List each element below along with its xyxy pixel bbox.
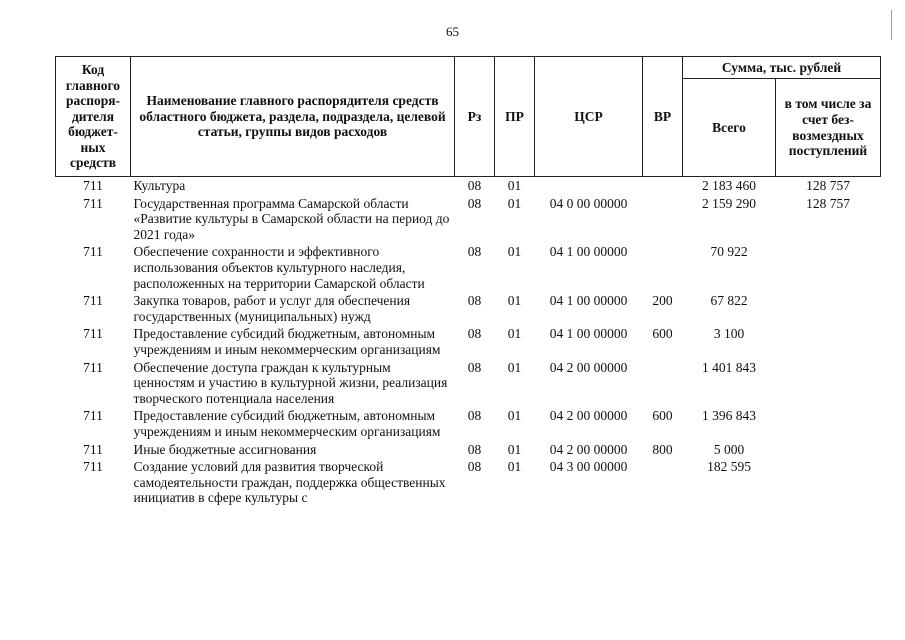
free-cell: [776, 359, 881, 408]
code-cell: 711: [83, 178, 103, 193]
total-cell: 1 401 843: [702, 359, 756, 375]
pr-cell: 01: [507, 459, 522, 475]
code-cell: 711: [83, 441, 103, 457]
code-cell: 711: [83, 359, 103, 375]
name-cell: Обеспечение сохранности и эффективного использования объектов культурного наследия, расположенных на территории Самарской области: [133, 244, 425, 291]
free-cell: [776, 325, 881, 358]
rz-cell: 08: [467, 326, 482, 342]
name-cell: Обеспечение доступа граждан к культурным ценностям и участию в культурной жизни, реализация творческого потенциала населения: [133, 359, 448, 406]
code-cell: 711: [83, 459, 103, 475]
csr-cell: 04 1 00 00000: [549, 326, 628, 342]
total-cell: 70 922: [710, 244, 748, 260]
total-cell: 1 396 843: [702, 408, 756, 424]
csr-cell: 04 2 00 00000: [549, 359, 628, 375]
rz-cell: 08: [467, 408, 482, 424]
budget-table: [55, 56, 881, 507]
vr-cell: [643, 359, 683, 408]
pr-cell: 01: [507, 178, 522, 193]
rz-cell: 08: [467, 359, 482, 375]
pr-cell: 01: [507, 293, 522, 309]
vr-cell: 600: [652, 408, 673, 424]
table-row: [56, 243, 881, 292]
header-csr: ЦСР: [535, 57, 643, 177]
pr-cell: 01: [507, 326, 522, 342]
pr-cell: 01: [507, 244, 522, 260]
name-cell: Иные бюджетные ассигнования: [133, 441, 317, 457]
name-cell: Создание условий для развития творческой самодеятельности граждан, поддержка общественных инициатив в сфере культуры с: [133, 459, 446, 506]
table-body: [56, 177, 881, 507]
header-rz: Рз: [455, 57, 495, 177]
table-row: [56, 359, 881, 408]
csr-cell: 04 1 00 00000: [549, 293, 628, 309]
header-pr: ПР: [495, 57, 535, 177]
vr-cell: 200: [652, 293, 673, 309]
total-cell: 5 000: [713, 441, 745, 457]
free-cell: [776, 441, 881, 459]
table-row: [56, 441, 881, 459]
vr-cell: [643, 177, 683, 195]
rz-cell: 08: [467, 293, 482, 309]
code-cell: 711: [83, 244, 103, 260]
free-cell: [776, 458, 881, 507]
total-cell: 2 159 290: [702, 195, 756, 211]
code-cell: 711: [83, 326, 103, 342]
pr-cell: 01: [507, 441, 522, 457]
pr-cell: 01: [507, 359, 522, 375]
rz-cell: 08: [467, 244, 482, 260]
pr-cell: 01: [507, 408, 522, 424]
code-cell: 711: [83, 293, 103, 309]
table-row: [56, 325, 881, 358]
vr-cell: [643, 458, 683, 507]
header-sum: Сумма, тыс. рублей: [683, 57, 881, 79]
free-cell: [776, 243, 881, 292]
name-cell: Культура: [133, 178, 186, 193]
table-row: [56, 292, 881, 325]
name-cell: Предоставление субсидий бюджетным, автономным учреждениям и иным некоммерческим организациям: [133, 326, 441, 357]
rz-cell: 08: [467, 195, 482, 211]
vr-cell: [643, 243, 683, 292]
rz-cell: 08: [467, 178, 482, 193]
free-cell: 128 757: [806, 178, 850, 193]
header-code: Код главного распоря-дителя бюджет-ных средств: [56, 57, 131, 177]
table-row: [56, 195, 881, 244]
header-free: в том числе за счет без-возмездных поступлений: [776, 79, 881, 177]
vr-cell: 800: [652, 441, 673, 457]
csr-cell: 04 3 00 00000: [549, 459, 628, 475]
csr-cell: 04 1 00 00000: [549, 244, 628, 260]
code-cell: 711: [83, 195, 103, 211]
name-cell: Закупка товаров, работ и услуг для обеспечения государственных (муниципальных) нужд: [133, 293, 411, 324]
vr-cell: 600: [652, 326, 673, 342]
code-cell: 711: [83, 408, 103, 424]
page-number: 65: [446, 24, 459, 39]
header-total: Всего: [683, 79, 776, 177]
table-row: [56, 407, 881, 440]
free-cell: [776, 407, 881, 440]
rz-cell: 08: [467, 459, 482, 475]
rz-cell: 08: [467, 441, 482, 457]
total-cell: 2 183 460: [702, 178, 756, 193]
csr-cell: [535, 177, 643, 195]
total-cell: 67 822: [710, 293, 748, 309]
name-cell: Государственная программа Самарской области «Развитие культуры в Самарской области на период до 2021 года»: [133, 195, 450, 242]
csr-cell: 04 2 00 00000: [549, 408, 628, 424]
table-header: [56, 57, 881, 177]
total-cell: 3 100: [713, 326, 745, 342]
pr-cell: 01: [507, 195, 522, 211]
csr-cell: 04 0 00 00000: [549, 195, 628, 211]
table-row: [56, 177, 881, 195]
vr-cell: [643, 195, 683, 244]
table-row: [56, 458, 881, 507]
total-cell: 182 595: [707, 459, 751, 475]
free-cell: 128 757: [806, 195, 850, 211]
free-cell: [776, 292, 881, 325]
header-name: Наименование главного распорядителя средств областного бюджета, раздела, подраздела, целевой статьи, группы видов расходов: [131, 57, 455, 177]
csr-cell: 04 2 00 00000: [549, 441, 628, 457]
header-vr: ВР: [643, 57, 683, 177]
name-cell: Предоставление субсидий бюджетным, автономным учреждениям и иным некоммерческим организациям: [133, 408, 441, 439]
margin-mark: [891, 10, 892, 40]
